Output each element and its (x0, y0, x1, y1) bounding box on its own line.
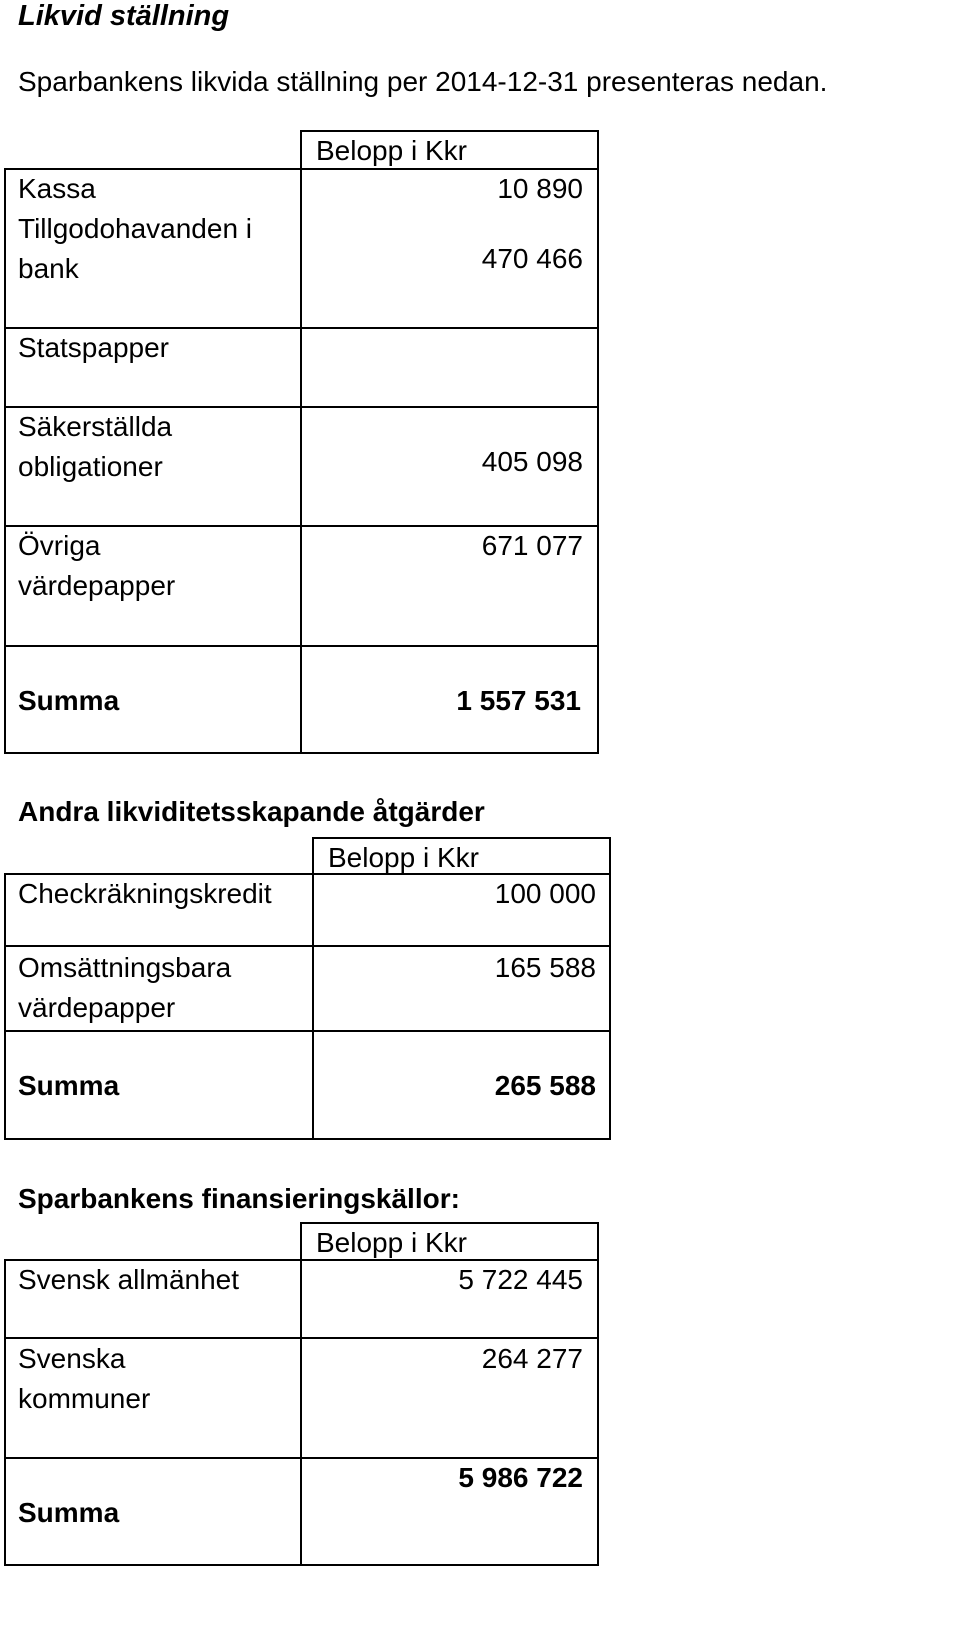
sum-label: Summa (18, 1497, 120, 1528)
table-header-amount: Belopp i Kkr (316, 1227, 467, 1258)
sum-label: Summa (18, 1070, 120, 1101)
row-value: 10 890 (497, 173, 583, 204)
row-label: Tillgodohavanden i (18, 213, 253, 244)
row-label: Omsättningsbara (18, 952, 232, 983)
row-label: Kassa (18, 173, 96, 204)
row-label: kommuner (18, 1383, 151, 1414)
table-header-amount: Belopp i Kkr (328, 842, 479, 873)
row-value: 5 722 445 (458, 1264, 583, 1295)
page-title: Likvid ställning (18, 0, 230, 32)
row-label: Checkräkningskredit (18, 878, 272, 909)
section-title: Andra likviditetsskapande åtgärder (18, 796, 485, 827)
row-label: Svenska (18, 1343, 126, 1374)
row-value: 470 466 (481, 243, 583, 274)
row-label: Övriga (18, 530, 101, 561)
row-value: 100 000 (494, 878, 596, 909)
table-header-amount: Belopp i Kkr (316, 135, 467, 166)
row-label: värdepapper (18, 570, 176, 601)
row-label: obligationer (18, 451, 163, 482)
row-value: 264 277 (481, 1343, 583, 1374)
sum-value: 1 557 531 (456, 685, 581, 716)
sum-label: Summa (18, 685, 120, 716)
row-value: 165 588 (494, 952, 596, 983)
row-label: bank (18, 253, 79, 284)
row-label: Säkerställda (18, 411, 173, 442)
section-title: Sparbankens finansieringskällor: (18, 1183, 460, 1214)
row-value: 405 098 (481, 446, 583, 477)
row-label: värdepapper (18, 992, 176, 1023)
sum-value: 5 986 722 (458, 1462, 583, 1493)
row-label: Svensk allmänhet (18, 1264, 240, 1295)
sum-value: 265 588 (494, 1070, 596, 1101)
intro-text: Sparbankens likvida ställning per 2014-12-31 presenteras nedan. (18, 66, 828, 97)
row-value: 671 077 (481, 530, 583, 561)
row-label: Statspapper (18, 332, 169, 363)
